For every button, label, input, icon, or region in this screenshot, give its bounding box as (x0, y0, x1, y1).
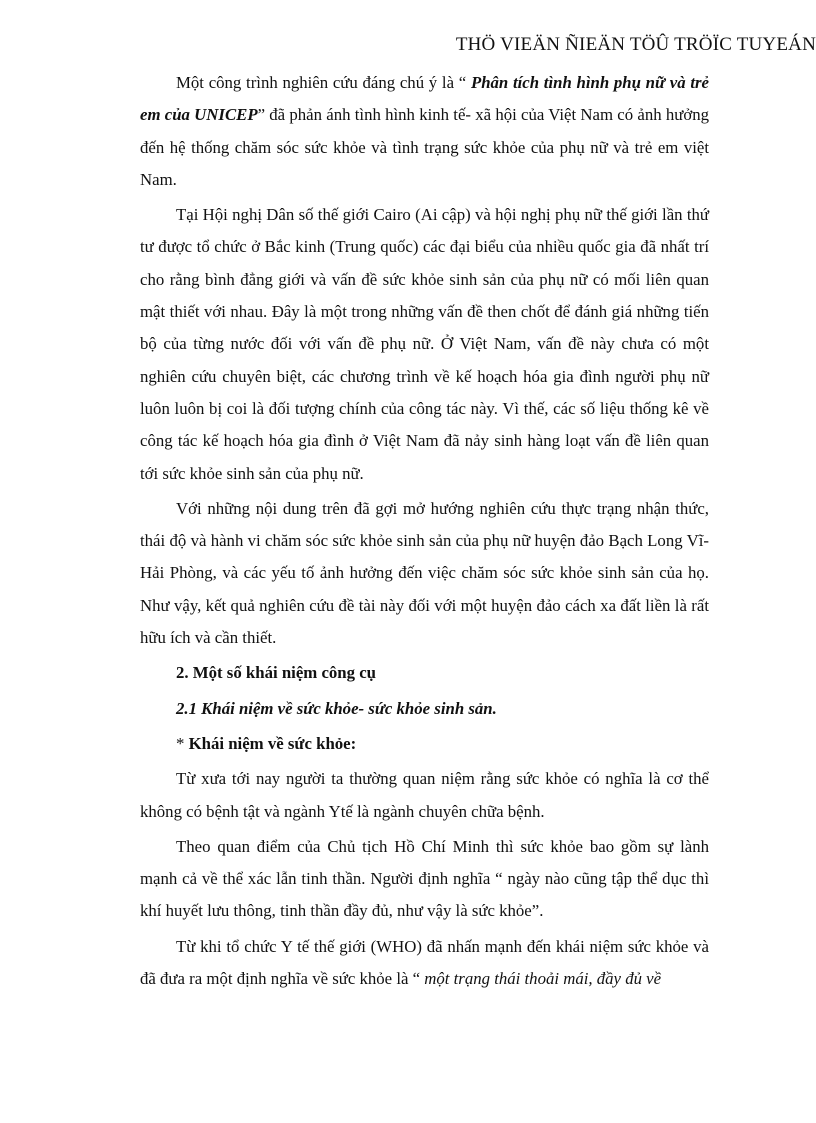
who-definition-quote: một trạng thái thoải mái, đầy đủ về (424, 969, 662, 989)
paragraph-unicef-study: Một công trình nghiên cứu đáng chú ý là “ Phân tích tình hình phụ nữ và trẻ em của UNICEP” đã phản ánh tình hình kinh tế- xã hội của Việt Nam có ảnh hưởng đến hệ thống chăm sóc sức khỏe và tình trạng sức khỏe của phụ nữ và trẻ em việt Nam. (140, 73, 709, 189)
paragraph-research-direction: Với những nội dung trên đã gợi mở hướng nghiên cứu thực trạng nhận thức, thái độ và hành vi chăm sóc sức khỏe sinh sản của phụ nữ huyện đảo Bạch Long Vĩ- Hải Phòng, và các yếu tố ảnh hưởng đến việc chăm sóc sức khỏe sinh sản của họ. Như vậy, kết quả nghiên cứu đề tài này đối với một huyện đảo cách xa đất liền là rất hữu ích và cần thiết. (140, 498, 709, 648)
subsection-heading: 2.1 Khái niệm về sức khỏe- sức khỏe sinh sản. (176, 698, 497, 718)
paragraph-cairo-conference: Tại Hội nghị Dân số thế giới Cairo (Ai cập) và hội nghị phụ nữ thế giới lần thứ tư được tổ chức ở Bắc kinh (Trung quốc) các đại biểu của nhiều quốc gia đã nhất trí cho rằng bình đẳng giới và vấn đề sức khỏe sinh sản của phụ nữ có mối liên quan mật thiết với nhau. Đây là một trong những vấn đề then chốt để đánh giá những tiến bộ của từng nước đối với vấn đề phụ nữ. Ở Việt Nam, vấn đề này chưa có một nghiên cứu chuyên biệt, các chương trình về kế hoạch hóa gia đình người phụ nữ luôn luôn bị coi là đối tượng chính của công tác này. Vì thế, các số liệu thống kê về công tác kế hoạch hóa gia đình ở Việt Nam đã nảy sinh hàng loạt vấn đề liên quan tới sức khỏe sinh sản của phụ nữ. (140, 205, 709, 483)
concept-heading: * Khái niệm về sức khỏe: (176, 733, 357, 753)
document-body (140, 67, 709, 998)
unicef-report-title: Phân tích tình hình phụ nữ và trẻ em của UNICEP (140, 73, 709, 125)
paragraph-who-definition: Từ khi tổ chức Y tế thế giới (WHO) đã nhấn mạnh đến khái niệm sức khỏe và đã đưa ra một định nghĩa về sức khỏe là “ một trạng thái thoải mái, đầy đủ về (140, 936, 709, 989)
section-heading: 2. Một số khái niệm công cụ (176, 663, 376, 683)
paragraph-traditional-view: Từ xưa tới nay người ta thường quan niệm rằng sức khỏe có nghĩa là cơ thể không có bệnh tật và ngành Ytế là ngành chuyên chữa bệnh. (140, 769, 709, 821)
paragraph-ho-chi-minh-view: Theo quan điểm của Chủ tịch Hồ Chí Minh thì sức khỏe bao gồm sự lành mạnh cả về thể xác lẫn tinh thần. Người định nghĩa “ ngày nào cũng tập thể dục thì khí huyết lưu thông, tinh thần đầy đủ, như vậy là sức khỏe”. (140, 836, 709, 921)
page-header: THÖ VIEÄN ÑIEÄN TÖÛ TRÖÏC TUYEÁN (455, 34, 816, 55)
